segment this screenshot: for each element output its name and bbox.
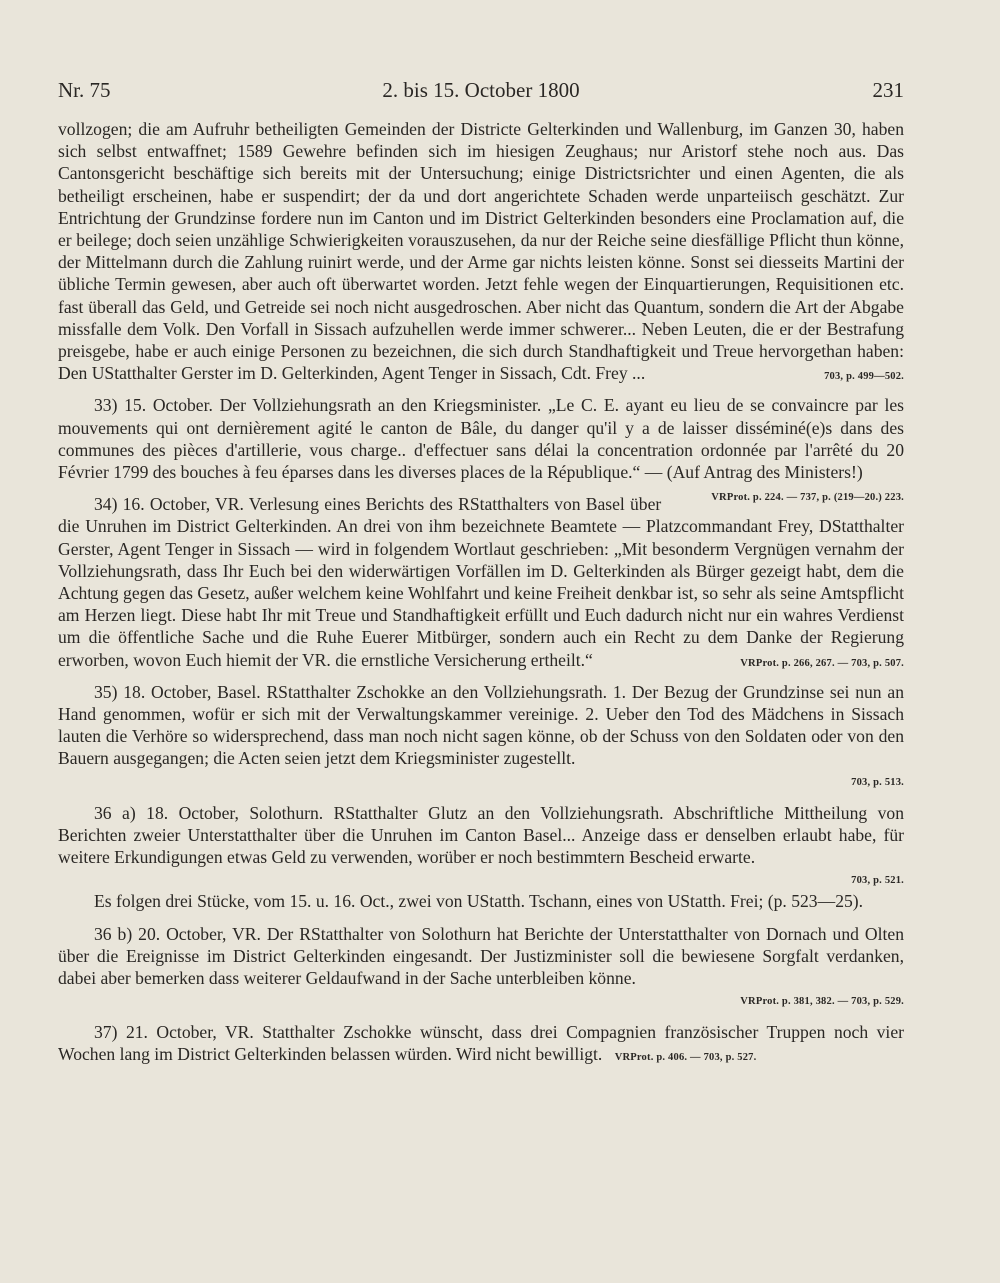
page-header xyxy=(58,78,904,108)
paragraph-entry-36a: 36 a) 18. October, Solothurn. RStatthalter Glutz an den Vollziehungsrath. Abschriftliche Mittheilung von Berichten zweier Unterstatthalter über die Unruhen im Canton Basel... Anzeige dass er denselben erlaubt habe, für weitere Erkundigungen etwas Geld zu verwenden, worüber er noch bestimmtern Bescheid erwarte. xyxy=(58,802,904,868)
archive-reference: 703, p. 499—502. xyxy=(824,371,904,383)
paragraph-entry-37: 37) 21. October, VR. Statthalter Zschokke wünscht, dass drei Compagnien französischer Truppen noch vier Wochen lang im District Gelterkinden belassen würden. Wird nicht bewilligt. VRProt. p. 406. — 703, p. 527. xyxy=(58,1022,904,1065)
archive-reference: VRProt. p. 406. — 703, p. 527. xyxy=(614,1052,757,1064)
paragraph-continuation: vollzogen; die am Aufruhr betheiligten Gemeinden der Districte Gelterkinden und Wallenburg, im Ganzen 30, haben sich selbst entwaffnet; 1589 Gewehre befinden sich im hiesigen Zeughaus; nur Aristorf stehe noch aus. Das Cantonsgericht beschäftige sich bereits mit der Untersuchung; einige Districtsrichter und einen Agenten, die als betheiligt erscheinen, habe er suspendirt; der da und dort angerichtete Schaden werde unparteiisch geschätzt. Zur Entrichtung der Grundzinse fordere nun im Canton und im District Gelterkinden besonders eine Proclamation auf, die er beilege; doch seien unzählige Schwierigkeiten vorauszusehen, da nur der Reiche seine diesfällige Pflicht thun könne, der Mittelmann durch die Zahlung ruinirt werde, und der Arme gar nichts leisten könne. Sonst sei diesseits Martini der übliche Termin gewesen, aber auch oft überwartet worden. Jetzt fehle wegen der Einquartierungen, Requisitionen etc. fast überall das Geld, und Getreide sei noch nicht ausgedroschen. Aber nicht das Quantum, sondern die Art der Abgabe missfalle dem Volk. Den Vorfall in Sissach aufzuhellen werde immer schwerer... Neben Leuten, die er der Bestrafung preisgebe, habe er auch einige Personen zu bezeichnen, die sich durch Standhaftigkeit und Treue hervorgethan haben: Den UStatthalter Gerster im D. Gelterkinden, Agent Tenger in Sissach, Cdt. Frey ... 703, p. 499—502. xyxy=(58,118,904,384)
document-body xyxy=(58,118,904,1070)
page-number: 231 xyxy=(872,78,904,102)
paragraph-entry-33: 33) 15. October. Der Vollziehungsrath an den Kriegsminister. „Le C. E. ayant eu lieu de se convaincre par les mouvements qui ont dernièrement agité le canton de Bâle, du danger qu'il y a de laisser disséminé(e)s dans des communes des pièces d'artillerie, vous charge.. d'effectuer sans délai la concentration ordonnée par l'arrêté du 20 Février 1799 des bouches à feu éparses dans les diverses places de la République.“ — (Auf Antrag des Ministers!) VRProt. p. 224. — 737, p. (219—20.) 223. xyxy=(58,394,904,483)
paragraph-entry-34: 34) 16. October, VR. Verlesung eines Berichts des RStatthalters von Basel über die Unruhen im District Gelterkinden. An drei von ihm bezeichnete Beamtete — Platzcommandant Frey, DStatthalter Gerster, Agent Tenger in Sissach — wird in folgendem Wortlaut geschrieben: „Mit besonderm Vergnügen vernahm der Vollziehungsrath, dass Ihr Euch bei den widerwärtigen Vorfällen im D. Gelterkinden als Bürger gezeigt habt, dem die Achtung gegen das Gesetz, außer welchem keine Wohlfahrt und keine Freiheit denkbar ist, so sehr als seine Amtspflicht am Herzen liegt. Diese habt Ihr mit Treue und Standhaftigkeit erfüllt und Euch dadurch nicht nur ein wahres Verdienst um die öffentliche Sache und die Ruhe Euerer Mitbürger, sondern auch ein Recht zu dem Danke der Regierung erworben, wovon Euch hiemit der VR. die ernstliche Versicherung ertheilt.“ VRProt. p. 266, 267. — 703, p. 507. xyxy=(58,493,904,671)
paragraph-note: Es folgen drei Stücke, vom 15. u. 16. Oct., zwei von UStatth. Tschann, eines von UStatth. Frei; (p. 523—25). xyxy=(94,891,864,912)
paragraph-entry-35: 35) 18. October, Basel. RStatthalter Zschokke an den Vollziehungsrath. 1. Der Bezug der Grundzinse sei nun an Hand genommen, wofür er sich mit der Verwaltungskammer vereinige. 2. Ueber den Tod des Mädchens in Sissach lauten die Verhöre so widersprechend, dass man noch nicht sagen könne, ob der Schuss von den Soldaten oder von den Bauern ausgegangen; die Acten seien jetzt dem Kriegsminister zugestellt. xyxy=(58,681,904,769)
archive-reference: VRProt. p. 381, 382. — 703, p. 529. xyxy=(740,996,904,1008)
archive-reference: 703, p. 521. xyxy=(851,875,904,887)
document-number: Nr. 75 xyxy=(58,78,111,102)
paragraph-entry-36b: 36 b) 20. October, VR. Der RStatthalter von Solothurn hat Berichte der Unterstatthalter von Dornach und Olten über die Ereignisse im District Gelterkinden eingesandt. Der Justizminister soll die bewiesene Sorgfalt verdanken, dabei aber bemerken dass weiterer Geldaufwand in der Sache unterbleiben könne. xyxy=(58,923,904,988)
running-title: 2. bis 15. October 1800 xyxy=(382,78,580,102)
archive-reference: VRProt. p. 224. — 737, p. (219—20.) 223. xyxy=(711,492,904,504)
archive-reference: VRProt. p. 266, 267. — 703, p. 507. xyxy=(740,657,904,669)
archive-reference: 703, p. 513. xyxy=(851,776,904,788)
